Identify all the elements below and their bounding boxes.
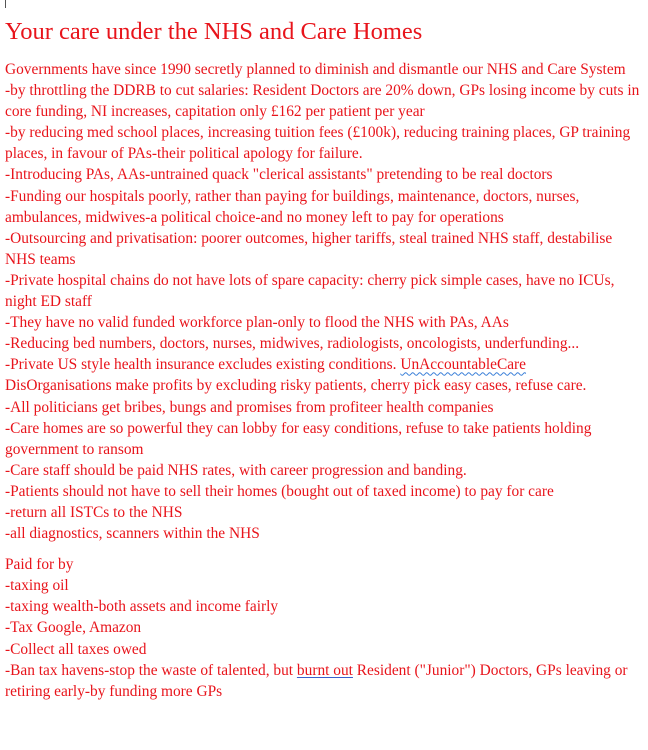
point-diagnostics: -all diagnostics, scanners within the NHS [5,525,260,543]
point-ddrb: -by throttling the DDRB to cut salaries: Resident Doctors are 20% down, GPs losing income by cuts in core funding, NI increases, capitation only £162 per patient per year [5,82,640,121]
point-istcs: -return all ISTCs to the NHS [5,503,183,521]
point-med-school: -by reducing med school places, increasing tuition fees (£100k), reducing training places, GP training places, in favour of PAs-their political apology for failure. [5,124,631,163]
text-cursor [5,0,6,8]
point-care-homes: -Care homes are so powerful they can lobby for easy conditions, refuse to take patients holding government to ransom [5,419,592,458]
point-disorganisations: DisOrganisations make profits by excluding risky patients, cherry pick easy cases, refuse care. [5,377,587,395]
point-bribes: -All politicians get bribes, bungs and promises from profiteer health companies [5,398,494,416]
document-title: Your care under the NHS and Care Homes [5,18,423,45]
point-bed-numbers: -Reducing bed numbers, doctors, nurses, midwives, radiologists, oncologists, underfunding... [5,335,580,353]
point-workforce-plan: -They have no valid funded workforce plan-only to flood the NHS with PAs, AAs [5,314,509,332]
point-private-hospitals: -Private hospital chains do not have lots of spare capacity: cherry pick simple cases, have no ICUs, night ED staff [5,271,615,311]
funding-collect-taxes: -Collect all taxes owed [5,640,147,658]
funding-wealth: -taxing wealth-both assets and income fairly [5,598,279,616]
point-outsourcing: -Outsourcing and privatisation: poorer outcomes, higher tariffs, steal trained NHS staff, destabilise NHS teams [5,229,613,268]
underlined-burnt-out[interactable]: burnt out [296,661,353,679]
point-care-staff: -Care staff should be paid NHS rates, with career progression and banding. [5,461,467,479]
point-sell-homes: -Patients should not have to sell their homes (bought out of taxed income) to pay for care [5,482,554,500]
paragraph-main [5,59,645,544]
funding-tax-havens [5,660,645,702]
point-pas-aas: -Introducing PAs, AAs-untrained quack "clerical assistants" pretending to be real doctors [5,166,553,184]
document-body[interactable] [5,15,645,702]
tax-havens-text-a: -Ban tax havens-stop the waste of talented, but [5,661,297,679]
funding-google-amazon: -Tax Google, Amazon [5,619,142,637]
point-insurance-text: -Private US style health insurance excludes existing conditions. [5,356,401,374]
point-funding-hospitals: -Funding our hospitals poorly, rather than paying for buildings, maintenance, doctors, nurses, ambulances, midwives-a political choice-and no money left to pay for operations [5,187,580,226]
paragraph-funding [5,554,645,702]
spellcheck-word-unaccountablecare[interactable]: UnAccountableCare [400,356,527,374]
tax-havens-text-b: Resident ("Junior") Doctors, GPs leaving or retiring early-by funding more GPs [5,661,628,700]
funding-oil: -taxing oil [5,577,69,595]
intro-line: Governments have since 1990 secretly planned to diminish and dismantle our NHS and Care System [5,61,626,78]
funding-heading: Paid for by [5,556,74,574]
point-insurance [5,354,645,375]
